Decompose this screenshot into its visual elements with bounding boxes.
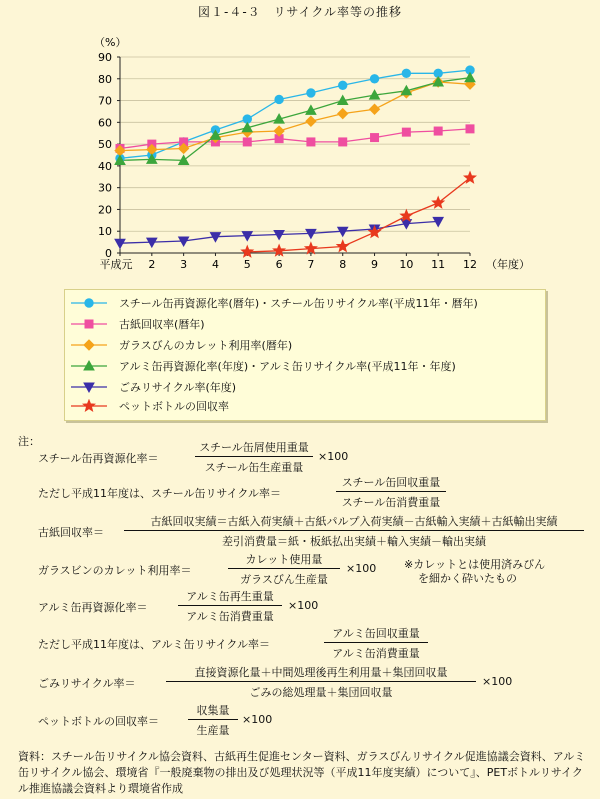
steel-denominator: スチール缶生産重量 [195, 456, 313, 475]
garbage-multiplier: ×100 [482, 675, 513, 688]
aluminum11-formula-label: ただし平成11年度は、アルミ缶リサイクル率＝ [38, 638, 271, 651]
steel-multiplier: ×100 [318, 450, 349, 463]
pet-numerator: 収集量 [196, 704, 230, 717]
steel11-denominator: スチール缶消費重量 [336, 491, 446, 510]
cullet-note-line1: ※カレットとは使用済みびん [404, 558, 546, 571]
aluminum11-denominator: アルミ缶消費重量 [324, 642, 428, 661]
source-note: 資料：スチール缶リサイクル協会資料、古紙再生促進センター資料、ガラスびんリサイクル促進協議会資料、アルミ缶リサイクル協会、環境省『一般廃棄物の排出及び処理状況等（平成11年度実績）について』、PETボトルリサイクル推進協議会資料より環境省作成 [18, 750, 586, 795]
legend-label-steel: スチール缶再資源化率(暦年)・スチール缶リサイクル率(平成11年・暦年) [119, 297, 478, 310]
aluminum-formula-label: アルミ缶再資源化率＝ [38, 601, 148, 614]
pet-fraction [188, 702, 238, 738]
aluminum-denominator: アルミ缶消費重量 [178, 605, 282, 624]
glass-multiplier: ×100 [346, 562, 377, 575]
glass-formula-label: ガラスビンのカレット利用率＝ [38, 564, 192, 577]
steel-fraction [195, 439, 313, 475]
y-tick-label: 20 [98, 203, 112, 217]
legend-label-glass: ガラスびんのカレット利用率(暦年) [119, 339, 293, 352]
glass-numerator: カレット使用量 [245, 553, 323, 566]
y-tick-label: 50 [98, 138, 112, 152]
aluminum-numerator: アルミ缶再生重量 [186, 590, 274, 603]
aluminum11-fraction [324, 625, 428, 661]
y-tick-label: 70 [98, 94, 112, 108]
aluminum-fraction [178, 588, 282, 624]
legend-label-paper: 古紙回収率(暦年) [119, 318, 205, 331]
y-tick-label: 0 [105, 247, 112, 260]
x-tick-label: 4 [211, 258, 219, 271]
x-axis-label: （年度） [486, 258, 530, 271]
y-axis-label: （%） [94, 36, 127, 49]
y-tick-label: 30 [98, 181, 112, 195]
x-tick-label: 11 [431, 258, 446, 271]
steel11-fraction [336, 474, 446, 510]
glass-denominator: ガラスびん生産量 [228, 568, 340, 587]
garbage-fraction [166, 664, 476, 700]
y-tick-label: 10 [98, 225, 112, 239]
x-tick-label: 6 [275, 258, 283, 271]
paper-fraction [124, 513, 584, 549]
steel-formula-label: スチール缶再資源化率＝ [38, 452, 159, 465]
x-tick-label: 8 [339, 258, 347, 271]
aluminum11-numerator: アルミ缶回収重量 [332, 627, 420, 640]
y-tick-label: 40 [98, 159, 112, 173]
cullet-note-line2: を細かく砕いたもの [418, 572, 517, 585]
x-tick-label: 7 [307, 258, 315, 271]
x-tick-label: 10 [399, 258, 414, 271]
legend-label-pet: ペットボトルの回収率 [119, 400, 229, 413]
pet-formula-label: ペットボトルの回収率＝ [38, 715, 159, 728]
y-tick-label: 80 [98, 72, 112, 86]
steel11-formula-label: ただし平成11年度は、スチール缶リサイクル率＝ [38, 487, 282, 500]
paper-denominator: 差引消費量＝紙・板紙払出実績＋輸入実績－輸出実績 [124, 530, 584, 549]
garbage-numerator: 直接資源化量＋中間処理後再生利用量＋集団回収量 [194, 666, 448, 679]
x-tick-label: 平成元 [99, 258, 133, 271]
legend-label-garbage: ごみリサイクル率(年度) [119, 381, 237, 394]
notes-label: 注： [18, 435, 40, 448]
steel11-numerator: スチール缶回収重量 [341, 476, 441, 489]
x-tick-label: 3 [180, 258, 188, 271]
y-tick-label: 90 [98, 51, 112, 64]
x-tick-label: 2 [148, 258, 156, 271]
x-tick-label: 9 [371, 258, 379, 271]
y-tick-label: 60 [98, 116, 112, 130]
garbage-formula-label: ごみリサイクル率＝ [38, 677, 136, 690]
x-tick-label: 12 [463, 258, 477, 271]
steel-numerator: スチール缶屑使用重量 [199, 441, 309, 454]
glass-fraction [228, 551, 340, 587]
pet-multiplier: ×100 [242, 713, 273, 726]
paper-formula-label: 古紙回収率＝ [38, 526, 104, 539]
figure-title: 図１-４-３ リサイクル率等の推移 [198, 5, 402, 19]
aluminum-multiplier: ×100 [288, 599, 319, 612]
pet-denominator: 生産量 [188, 719, 238, 738]
garbage-denominator: ごみの総処理量＋集団回収量 [166, 681, 476, 700]
x-tick-label: 5 [243, 258, 251, 271]
legend-label-aluminum: アルミ缶再資源化率(年度)・アルミ缶リサイクル率(平成11年・年度) [119, 360, 456, 373]
paper-numerator: 古紙回収実績＝古紙入荷実績＋古紙パルプ入荷実績－古紙輸入実績＋古紙輸出実績 [150, 515, 558, 528]
